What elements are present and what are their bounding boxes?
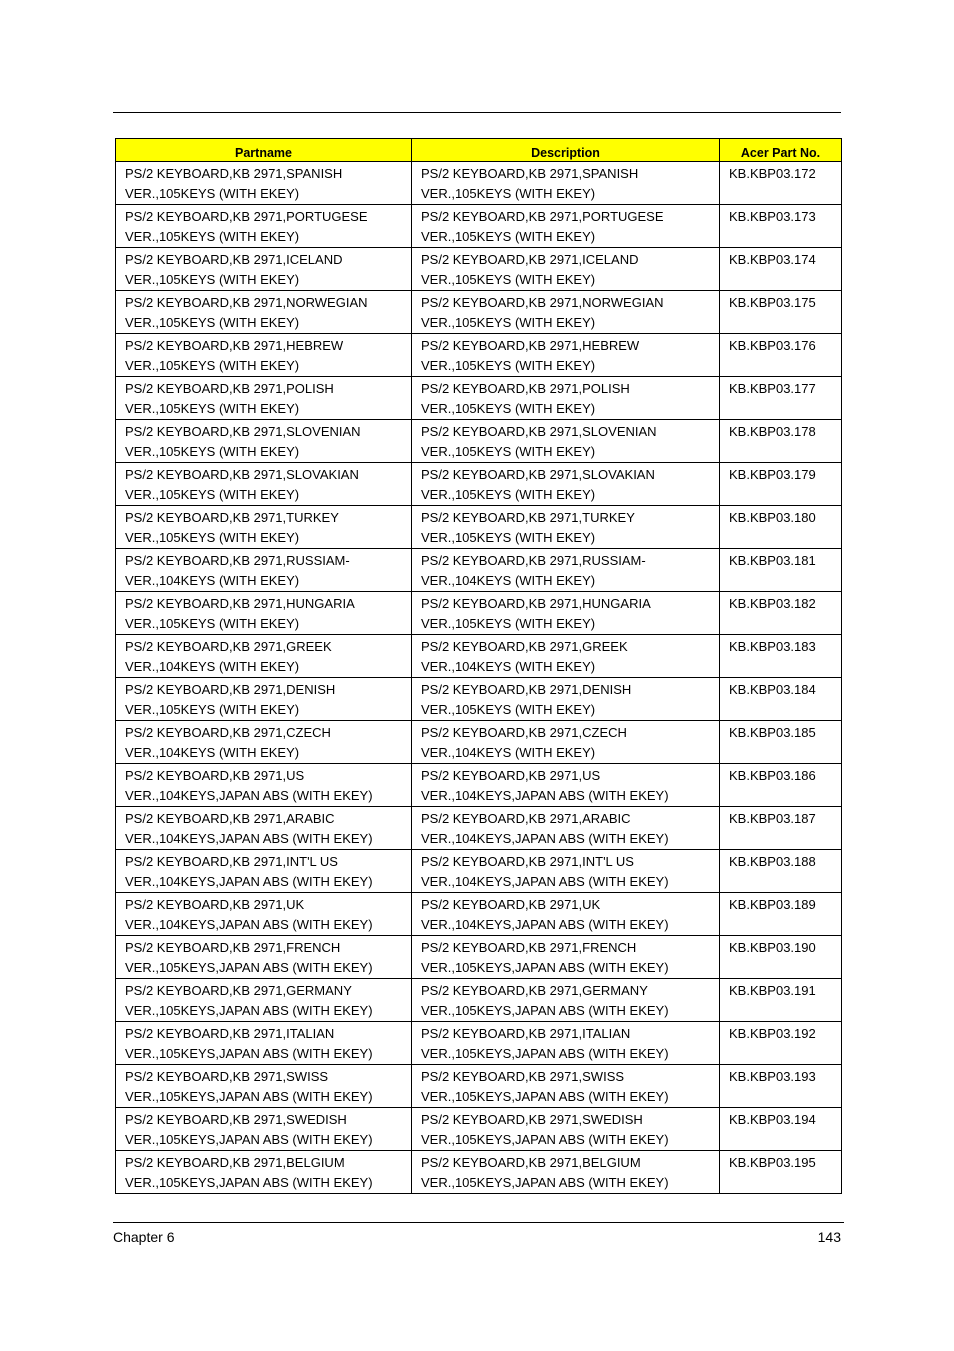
cell-description	[412, 1108, 720, 1151]
cell-part-no: KB.KBP03.186	[720, 764, 842, 807]
cell-partname	[116, 420, 412, 463]
cell-description	[412, 334, 720, 377]
partname-line: PS/2 KEYBOARD,KB 2971,US	[125, 768, 305, 783]
description-line: PS/2 KEYBOARD,KB 2971,SWEDISH	[421, 1112, 643, 1127]
table-row	[116, 936, 842, 979]
cell-partname	[116, 506, 412, 549]
cell-part-no: KB.KBP03.188	[720, 850, 842, 893]
description-line: PS/2 KEYBOARD,KB 2971,CZECH	[421, 725, 627, 740]
partname-line: VER.,105KEYS,JAPAN ABS (WITH EKEY)	[125, 1088, 373, 1104]
cell-description	[412, 205, 720, 248]
table-row	[116, 807, 842, 850]
partname-line: PS/2 KEYBOARD,KB 2971,ITALIAN	[125, 1026, 335, 1041]
cell-description	[412, 721, 720, 764]
description-line: VER.,105KEYS (WITH EKEY)	[421, 185, 596, 201]
description-line: VER.,105KEYS,JAPAN ABS (WITH EKEY)	[421, 1002, 669, 1018]
footer-rule	[113, 1222, 844, 1223]
description-line: PS/2 KEYBOARD,KB 2971,RUSSIAM-	[421, 553, 646, 568]
partname-line: VER.,105KEYS (WITH EKEY)	[125, 701, 300, 717]
cell-part-no: KB.KBP03.192	[720, 1022, 842, 1065]
description-line: PS/2 KEYBOARD,KB 2971,NORWEGIAN	[421, 295, 664, 310]
description-line: PS/2 KEYBOARD,KB 2971,GERMANY	[421, 983, 648, 998]
description-line: VER.,105KEYS,JAPAN ABS (WITH EKEY)	[421, 1045, 669, 1061]
partname-line: PS/2 KEYBOARD,KB 2971,NORWEGIAN	[125, 295, 368, 310]
cell-description	[412, 506, 720, 549]
description-line: PS/2 KEYBOARD,KB 2971,UK	[421, 897, 601, 912]
cell-partname	[116, 1022, 412, 1065]
table-row	[116, 1022, 842, 1065]
cell-description	[412, 420, 720, 463]
description-line: PS/2 KEYBOARD,KB 2971,SLOVAKIAN	[421, 467, 655, 482]
partname-line: VER.,104KEYS,JAPAN ABS (WITH EKEY)	[125, 787, 373, 803]
description-line: VER.,105KEYS (WITH EKEY)	[421, 271, 596, 287]
cell-partname	[116, 205, 412, 248]
cell-part-no: KB.KBP03.194	[720, 1108, 842, 1151]
partname-line: PS/2 KEYBOARD,KB 2971,ICELAND	[125, 252, 343, 267]
table-row	[116, 979, 842, 1022]
description-line: VER.,105KEYS,JAPAN ABS (WITH EKEY)	[421, 1174, 669, 1190]
cell-partname	[116, 592, 412, 635]
table-row	[116, 592, 842, 635]
table-row	[116, 721, 842, 764]
table-row	[116, 463, 842, 506]
description-line: VER.,104KEYS (WITH EKEY)	[421, 658, 596, 674]
partname-line: VER.,104KEYS (WITH EKEY)	[125, 744, 300, 760]
partname-line: VER.,105KEYS,JAPAN ABS (WITH EKEY)	[125, 1002, 373, 1018]
table-row	[116, 850, 842, 893]
cell-part-no: KB.KBP03.184	[720, 678, 842, 721]
partname-line: VER.,105KEYS (WITH EKEY)	[125, 357, 300, 373]
table-row	[116, 420, 842, 463]
description-line: PS/2 KEYBOARD,KB 2971,SPANISH	[421, 166, 639, 181]
description-line: VER.,105KEYS,JAPAN ABS (WITH EKEY)	[421, 1131, 669, 1147]
partname-line: VER.,105KEYS (WITH EKEY)	[125, 185, 300, 201]
cell-part-no: KB.KBP03.175	[720, 291, 842, 334]
cell-description	[412, 936, 720, 979]
partname-line: PS/2 KEYBOARD,KB 2971,SPANISH	[125, 166, 343, 181]
cell-description	[412, 463, 720, 506]
cell-partname	[116, 979, 412, 1022]
description-line: VER.,105KEYS (WITH EKEY)	[421, 486, 596, 502]
partname-line: VER.,105KEYS (WITH EKEY)	[125, 443, 300, 459]
description-line: PS/2 KEYBOARD,KB 2971,INT'L US	[421, 854, 634, 869]
cell-description	[412, 764, 720, 807]
cell-partname	[116, 850, 412, 893]
partname-line: PS/2 KEYBOARD,KB 2971,PORTUGESE	[125, 209, 368, 224]
partname-line: VER.,105KEYS (WITH EKEY)	[125, 615, 300, 631]
top-rule	[113, 112, 841, 113]
description-line: PS/2 KEYBOARD,KB 2971,HUNGARIA	[421, 596, 651, 611]
cell-partname	[116, 291, 412, 334]
cell-description	[412, 807, 720, 850]
cell-part-no: KB.KBP03.187	[720, 807, 842, 850]
cell-description	[412, 1065, 720, 1108]
partname-line: PS/2 KEYBOARD,KB 2971,POLISH	[125, 381, 334, 396]
cell-part-no: KB.KBP03.179	[720, 463, 842, 506]
description-line: PS/2 KEYBOARD,KB 2971,PORTUGESE	[421, 209, 664, 224]
cell-partname	[116, 1065, 412, 1108]
cell-part-no: KB.KBP03.183	[720, 635, 842, 678]
footer-chapter: Chapter 6	[113, 1229, 175, 1245]
cell-description	[412, 549, 720, 592]
cell-description	[412, 979, 720, 1022]
header-partname: Partname	[116, 139, 412, 162]
partname-line: VER.,105KEYS (WITH EKEY)	[125, 400, 300, 416]
description-line: PS/2 KEYBOARD,KB 2971,POLISH	[421, 381, 630, 396]
cell-description	[412, 893, 720, 936]
description-line: PS/2 KEYBOARD,KB 2971,TURKEY	[421, 510, 635, 525]
cell-part-no: KB.KBP03.195	[720, 1151, 842, 1194]
cell-description	[412, 1151, 720, 1194]
table-row	[116, 377, 842, 420]
cell-description	[412, 678, 720, 721]
partname-line: VER.,105KEYS (WITH EKEY)	[125, 486, 300, 502]
cell-partname	[116, 248, 412, 291]
cell-partname	[116, 807, 412, 850]
partname-line: PS/2 KEYBOARD,KB 2971,CZECH	[125, 725, 331, 740]
description-line: VER.,105KEYS,JAPAN ABS (WITH EKEY)	[421, 959, 669, 975]
description-line: PS/2 KEYBOARD,KB 2971,GREEK	[421, 639, 628, 654]
description-line: PS/2 KEYBOARD,KB 2971,SWISS	[421, 1069, 625, 1084]
description-line: PS/2 KEYBOARD,KB 2971,BELGIUM	[421, 1155, 641, 1170]
description-line: VER.,105KEYS (WITH EKEY)	[421, 357, 596, 373]
cell-part-no: KB.KBP03.191	[720, 979, 842, 1022]
header-part-no: Acer Part No.	[720, 139, 842, 162]
description-line: VER.,104KEYS (WITH EKEY)	[421, 572, 596, 588]
cell-description	[412, 162, 720, 205]
table-row	[116, 635, 842, 678]
partname-line: PS/2 KEYBOARD,KB 2971,ARABIC	[125, 811, 335, 826]
cell-description	[412, 850, 720, 893]
description-line: PS/2 KEYBOARD,KB 2971,HEBREW	[421, 338, 640, 353]
table-row	[116, 162, 842, 205]
partname-line: VER.,105KEYS (WITH EKEY)	[125, 271, 300, 287]
partname-line: VER.,104KEYS,JAPAN ABS (WITH EKEY)	[125, 830, 373, 846]
cell-part-no: KB.KBP03.172	[720, 162, 842, 205]
description-line: VER.,105KEYS (WITH EKEY)	[421, 615, 596, 631]
partname-line: VER.,104KEYS,JAPAN ABS (WITH EKEY)	[125, 873, 373, 889]
description-line: PS/2 KEYBOARD,KB 2971,US	[421, 768, 601, 783]
cell-partname	[116, 549, 412, 592]
partname-line: PS/2 KEYBOARD,KB 2971,SLOVENIAN	[125, 424, 361, 439]
description-line: VER.,105KEYS (WITH EKEY)	[421, 529, 596, 545]
partname-line: PS/2 KEYBOARD,KB 2971,BELGIUM	[125, 1155, 345, 1170]
partname-line: VER.,105KEYS,JAPAN ABS (WITH EKEY)	[125, 1045, 373, 1061]
table-row	[116, 1065, 842, 1108]
cell-description	[412, 1022, 720, 1065]
description-line: PS/2 KEYBOARD,KB 2971,SLOVENIAN	[421, 424, 657, 439]
table-row	[116, 205, 842, 248]
cell-description	[412, 377, 720, 420]
cell-description	[412, 592, 720, 635]
parts-table	[115, 138, 842, 1194]
cell-partname	[116, 1151, 412, 1194]
table-row	[116, 291, 842, 334]
partname-line: PS/2 KEYBOARD,KB 2971,SWEDISH	[125, 1112, 347, 1127]
partname-line: PS/2 KEYBOARD,KB 2971,FRENCH	[125, 940, 341, 955]
table-row	[116, 893, 842, 936]
header-description: Description	[412, 139, 720, 162]
partname-line: PS/2 KEYBOARD,KB 2971,TURKEY	[125, 510, 339, 525]
table-body	[116, 162, 842, 1194]
description-line: VER.,105KEYS (WITH EKEY)	[421, 443, 596, 459]
cell-partname	[116, 893, 412, 936]
table-row	[116, 678, 842, 721]
partname-line: PS/2 KEYBOARD,KB 2971,HUNGARIA	[125, 596, 355, 611]
partname-line: PS/2 KEYBOARD,KB 2971,GREEK	[125, 639, 332, 654]
cell-description	[412, 635, 720, 678]
cell-partname	[116, 162, 412, 205]
description-line: VER.,104KEYS,JAPAN ABS (WITH EKEY)	[421, 830, 669, 846]
partname-line: VER.,104KEYS (WITH EKEY)	[125, 658, 300, 674]
cell-part-no: KB.KBP03.177	[720, 377, 842, 420]
cell-partname	[116, 377, 412, 420]
description-line: VER.,104KEYS,JAPAN ABS (WITH EKEY)	[421, 916, 669, 932]
description-line: VER.,105KEYS (WITH EKEY)	[421, 400, 596, 416]
cell-part-no: KB.KBP03.178	[720, 420, 842, 463]
description-line: VER.,105KEYS (WITH EKEY)	[421, 701, 596, 717]
cell-part-no: KB.KBP03.180	[720, 506, 842, 549]
cell-partname	[116, 635, 412, 678]
description-line: PS/2 KEYBOARD,KB 2971,FRENCH	[421, 940, 637, 955]
partname-line: VER.,105KEYS,JAPAN ABS (WITH EKEY)	[125, 1174, 373, 1190]
description-line: VER.,104KEYS (WITH EKEY)	[421, 744, 596, 760]
cell-partname	[116, 1108, 412, 1151]
cell-description	[412, 248, 720, 291]
description-line: PS/2 KEYBOARD,KB 2971,ARABIC	[421, 811, 631, 826]
partname-line: PS/2 KEYBOARD,KB 2971,GERMANY	[125, 983, 352, 998]
table-row	[116, 248, 842, 291]
cell-partname	[116, 678, 412, 721]
partname-line: PS/2 KEYBOARD,KB 2971,SLOVAKIAN	[125, 467, 359, 482]
cell-partname	[116, 936, 412, 979]
partname-line: VER.,105KEYS (WITH EKEY)	[125, 529, 300, 545]
header-row	[116, 139, 842, 162]
cell-part-no: KB.KBP03.176	[720, 334, 842, 377]
partname-line: PS/2 KEYBOARD,KB 2971,HEBREW	[125, 338, 344, 353]
partname-line: VER.,105KEYS,JAPAN ABS (WITH EKEY)	[125, 1131, 373, 1147]
description-line: VER.,105KEYS (WITH EKEY)	[421, 314, 596, 330]
table-row	[116, 334, 842, 377]
table-row	[116, 506, 842, 549]
description-line: PS/2 KEYBOARD,KB 2971,ITALIAN	[421, 1026, 631, 1041]
cell-description	[412, 291, 720, 334]
description-line: VER.,105KEYS (WITH EKEY)	[421, 228, 596, 244]
partname-line: VER.,104KEYS (WITH EKEY)	[125, 572, 300, 588]
cell-part-no: KB.KBP03.185	[720, 721, 842, 764]
partname-line: PS/2 KEYBOARD,KB 2971,UK	[125, 897, 305, 912]
cell-partname	[116, 764, 412, 807]
description-line: VER.,104KEYS,JAPAN ABS (WITH EKEY)	[421, 873, 669, 889]
cell-part-no: KB.KBP03.182	[720, 592, 842, 635]
cell-part-no: KB.KBP03.193	[720, 1065, 842, 1108]
description-line: PS/2 KEYBOARD,KB 2971,DENISH	[421, 682, 632, 697]
description-line: PS/2 KEYBOARD,KB 2971,ICELAND	[421, 252, 639, 267]
table-row	[116, 549, 842, 592]
partname-line: PS/2 KEYBOARD,KB 2971,RUSSIAM-	[125, 553, 350, 568]
cell-part-no: KB.KBP03.190	[720, 936, 842, 979]
description-line: VER.,104KEYS,JAPAN ABS (WITH EKEY)	[421, 787, 669, 803]
partname-line: VER.,105KEYS (WITH EKEY)	[125, 314, 300, 330]
partname-line: VER.,105KEYS (WITH EKEY)	[125, 228, 300, 244]
cell-part-no: KB.KBP03.173	[720, 205, 842, 248]
partname-line: VER.,105KEYS,JAPAN ABS (WITH EKEY)	[125, 959, 373, 975]
cell-part-no: KB.KBP03.174	[720, 248, 842, 291]
description-line: VER.,105KEYS,JAPAN ABS (WITH EKEY)	[421, 1088, 669, 1104]
table-row	[116, 1108, 842, 1151]
partname-line: PS/2 KEYBOARD,KB 2971,SWISS	[125, 1069, 329, 1084]
cell-part-no: KB.KBP03.181	[720, 549, 842, 592]
footer-page-number: 143	[817, 1229, 841, 1245]
partname-line: VER.,104KEYS,JAPAN ABS (WITH EKEY)	[125, 916, 373, 932]
partname-line: PS/2 KEYBOARD,KB 2971,INT'L US	[125, 854, 338, 869]
cell-partname	[116, 721, 412, 764]
cell-part-no: KB.KBP03.189	[720, 893, 842, 936]
cell-partname	[116, 463, 412, 506]
table-row	[116, 764, 842, 807]
partname-line: PS/2 KEYBOARD,KB 2971,DENISH	[125, 682, 336, 697]
cell-partname	[116, 334, 412, 377]
table-row	[116, 1151, 842, 1194]
